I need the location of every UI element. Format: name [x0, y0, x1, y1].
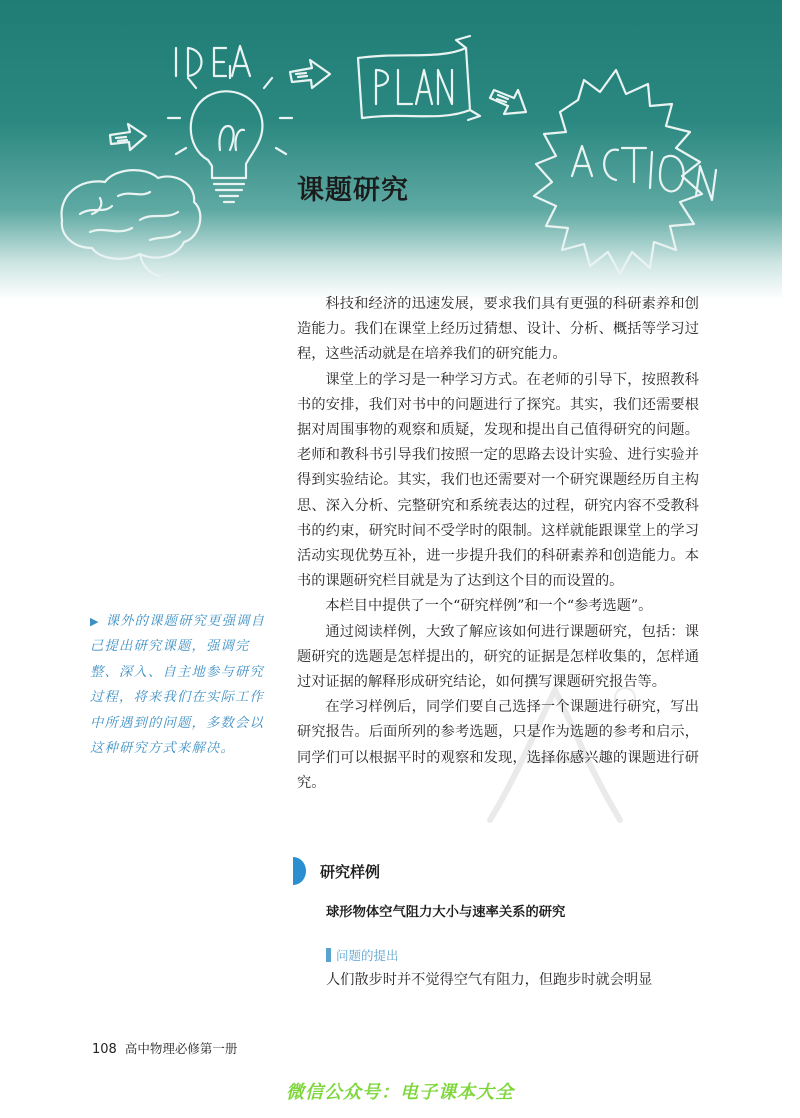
action-burst-doodle [534, 70, 716, 274]
arrow-icon [490, 90, 526, 114]
body-paragraph: 通过阅读样例，大致了解应该如何进行课题研究，包括：课题研究的选题是怎样提出的，研究的证据是怎样收集的，怎样通过对证据的解释形成研究结论，如何撰写课题研究报告等。 [297, 623, 699, 691]
body-paragraph: 本栏目中提供了一个“研究样例”和一个“参考选题”。 [325, 598, 653, 615]
body-paragraph: 课堂上的学习是一种学习方式。在老师的引导下，按照教科书的安排，我们对书中的问题进行了探究。其实，我们还需要根据对周围事物的观察和质疑，发现和提出自己值得研究的问题。老师和教科书引导我们按照一定的思路去设计实验、进行实验并得到实验结论。其实，我们也还需要对一个研究课题经历自主构思、深入分析、完整研究和系统表达的过程，研究内容不受教科书的约束，研究时间不受学时的限制。这样就能跟课堂上的学习活动实现优势互补，进一步提升我们的科研素养和创造能力。本书的课题研究栏目就是为了达到这个目的而设置的。 [297, 371, 699, 590]
idea-doodle-text [176, 46, 250, 76]
watermark-text: 微信公众号：电子课本大全 [286, 1082, 514, 1103]
brain-icon [62, 170, 201, 276]
example-title: 球形物体空气阻力大小与速率关系的研究 [326, 905, 566, 920]
section-heading-label: 研究样例 [320, 862, 381, 881]
arrow-icon [110, 124, 146, 150]
plan-banner-doodle [358, 36, 480, 120]
arrow-icon [290, 60, 330, 88]
chapter-banner [0, 0, 782, 300]
triangle-bullet-icon: ▶ [90, 615, 100, 628]
body-paragraph: 在学习样例后，同学们要自己选择一个课题进行研究，写出研究报告。后面所列的参考选题，只是作为选题的参考和启示，同学们可以根据平时的观察和发现，选择你感兴趣的课题进行研究。 [297, 699, 699, 791]
page-footer [92, 1039, 237, 1057]
page-number: 108 [92, 1042, 117, 1057]
banner-doodles [0, 0, 782, 300]
body-paragraph: 科技和经济的迅速发展，要求我们具有更强的科研素养和创造能力。我们在课堂上经历过猜想、设计、分析、概括等学习过程，这些活动就是在培养我们的研究能力。 [297, 296, 699, 363]
subhead-bar-icon [326, 948, 331, 962]
lightbulb-icon [168, 66, 292, 202]
chapter-title: 课题研究 [297, 175, 409, 206]
body-paragraph: 人们散步时并不觉得空气有阻力，但跑步时就会明显 [326, 972, 653, 988]
subsection-heading-label: 问题的提出 [336, 948, 399, 963]
section-marker-icon [293, 857, 306, 885]
publisher-watermark-logo [470, 680, 640, 830]
subsection-heading [326, 946, 399, 964]
side-note-text: 课外的课题研究更强调自己提出研究课题，强调完整、深入、自主地参与研究过程，将来我们在实际工作中所遇到的问题，多数会以这种研究方式来解决。 [90, 614, 266, 757]
section-heading [293, 856, 380, 886]
side-note [90, 609, 270, 761]
book-title: 高中物理必修第一册 [124, 1041, 238, 1056]
